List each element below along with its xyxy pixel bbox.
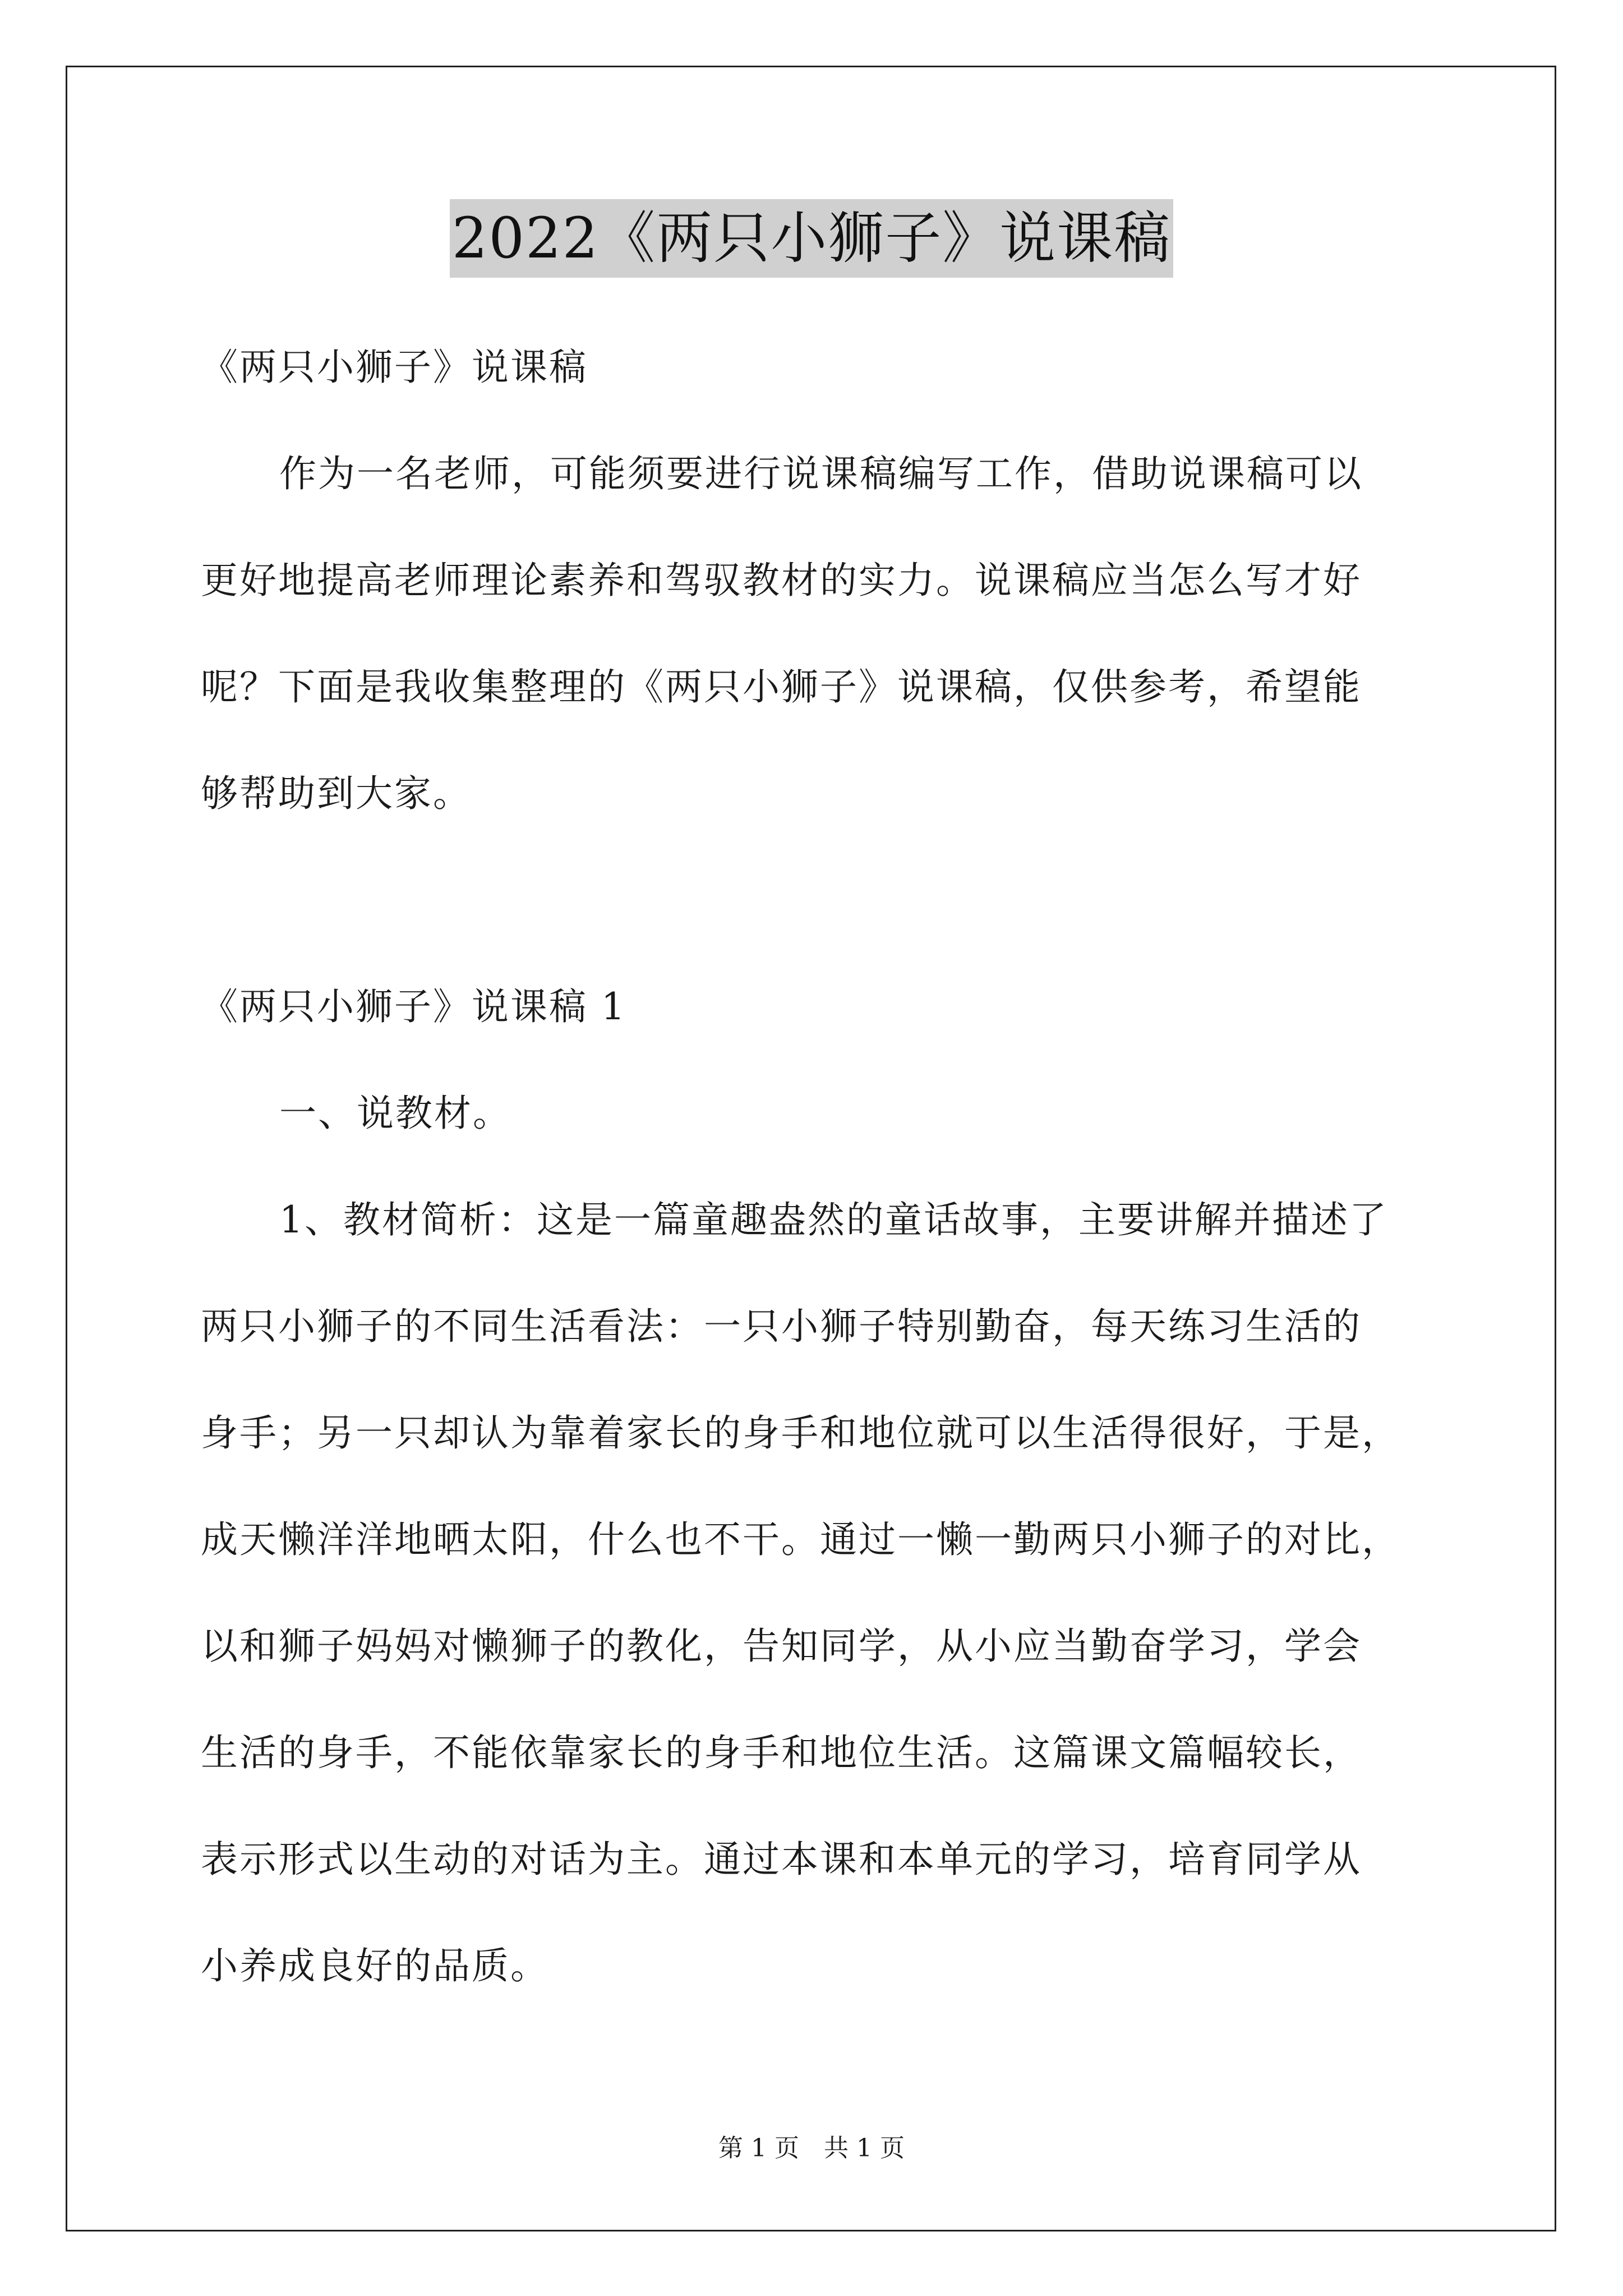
body-line-2: 两只小狮子的不同生活看法：一只小狮子特别勤奋，每天练习生活的 (201, 1305, 1362, 1348)
intro-line-3: 呢？下面是我收集整理的《两只小狮子》说课稿，仅供参考，希望能 (201, 665, 1362, 708)
paragraph-spacer (201, 847, 1468, 954)
subtitle: 《两只小狮子》说课稿 (201, 346, 588, 389)
body-line-4: 成天懒洋洋地晒太阳，什么也不干。通过一懒一勤两只小狮子的对比， (201, 1518, 1400, 1561)
document-title: 2022《两只小狮子》说课稿 (450, 199, 1174, 278)
body-line-6: 生活的身手，不能依靠家长的身手和地位生活。这篇课文篇幅较长， (201, 1731, 1362, 1774)
point-heading: 一、说教材。 (279, 1092, 511, 1135)
title-wrap (0, 199, 1623, 278)
section-heading: 《两只小狮子》说课稿 1 (201, 985, 626, 1028)
intro-line-2: 更好地提高老师理论素养和驾驭教材的实力。说课稿应当怎么写才好 (201, 559, 1362, 602)
body-line-1: 1、教材简析：这是一篇童趣盎然的童话故事，主要讲解并描述了 (279, 1198, 1388, 1241)
body-line-7: 表示形式以生动的对话为主。通过本课和本单元的学习，培育同学从 (201, 1838, 1362, 1881)
body-line-5: 以和狮子妈妈对懒狮子的教化，告知同学，从小应当勤奋学习，学会 (201, 1625, 1362, 1668)
body-line-3: 身手；另一只却认为靠着家长的身手和地位就可以生活得很好，于是， (201, 1411, 1400, 1455)
document-body (201, 314, 1468, 2019)
intro-line-1: 作为一名老师，可能须要进行说课稿编写工作，借助说课稿可以 (279, 452, 1363, 495)
body-line-8: 小养成良好的品质。 (201, 1944, 549, 1987)
intro-line-4: 够帮助到大家。 (201, 772, 472, 815)
page-footer: 第 1 页 共 1 页 (718, 2134, 905, 2162)
